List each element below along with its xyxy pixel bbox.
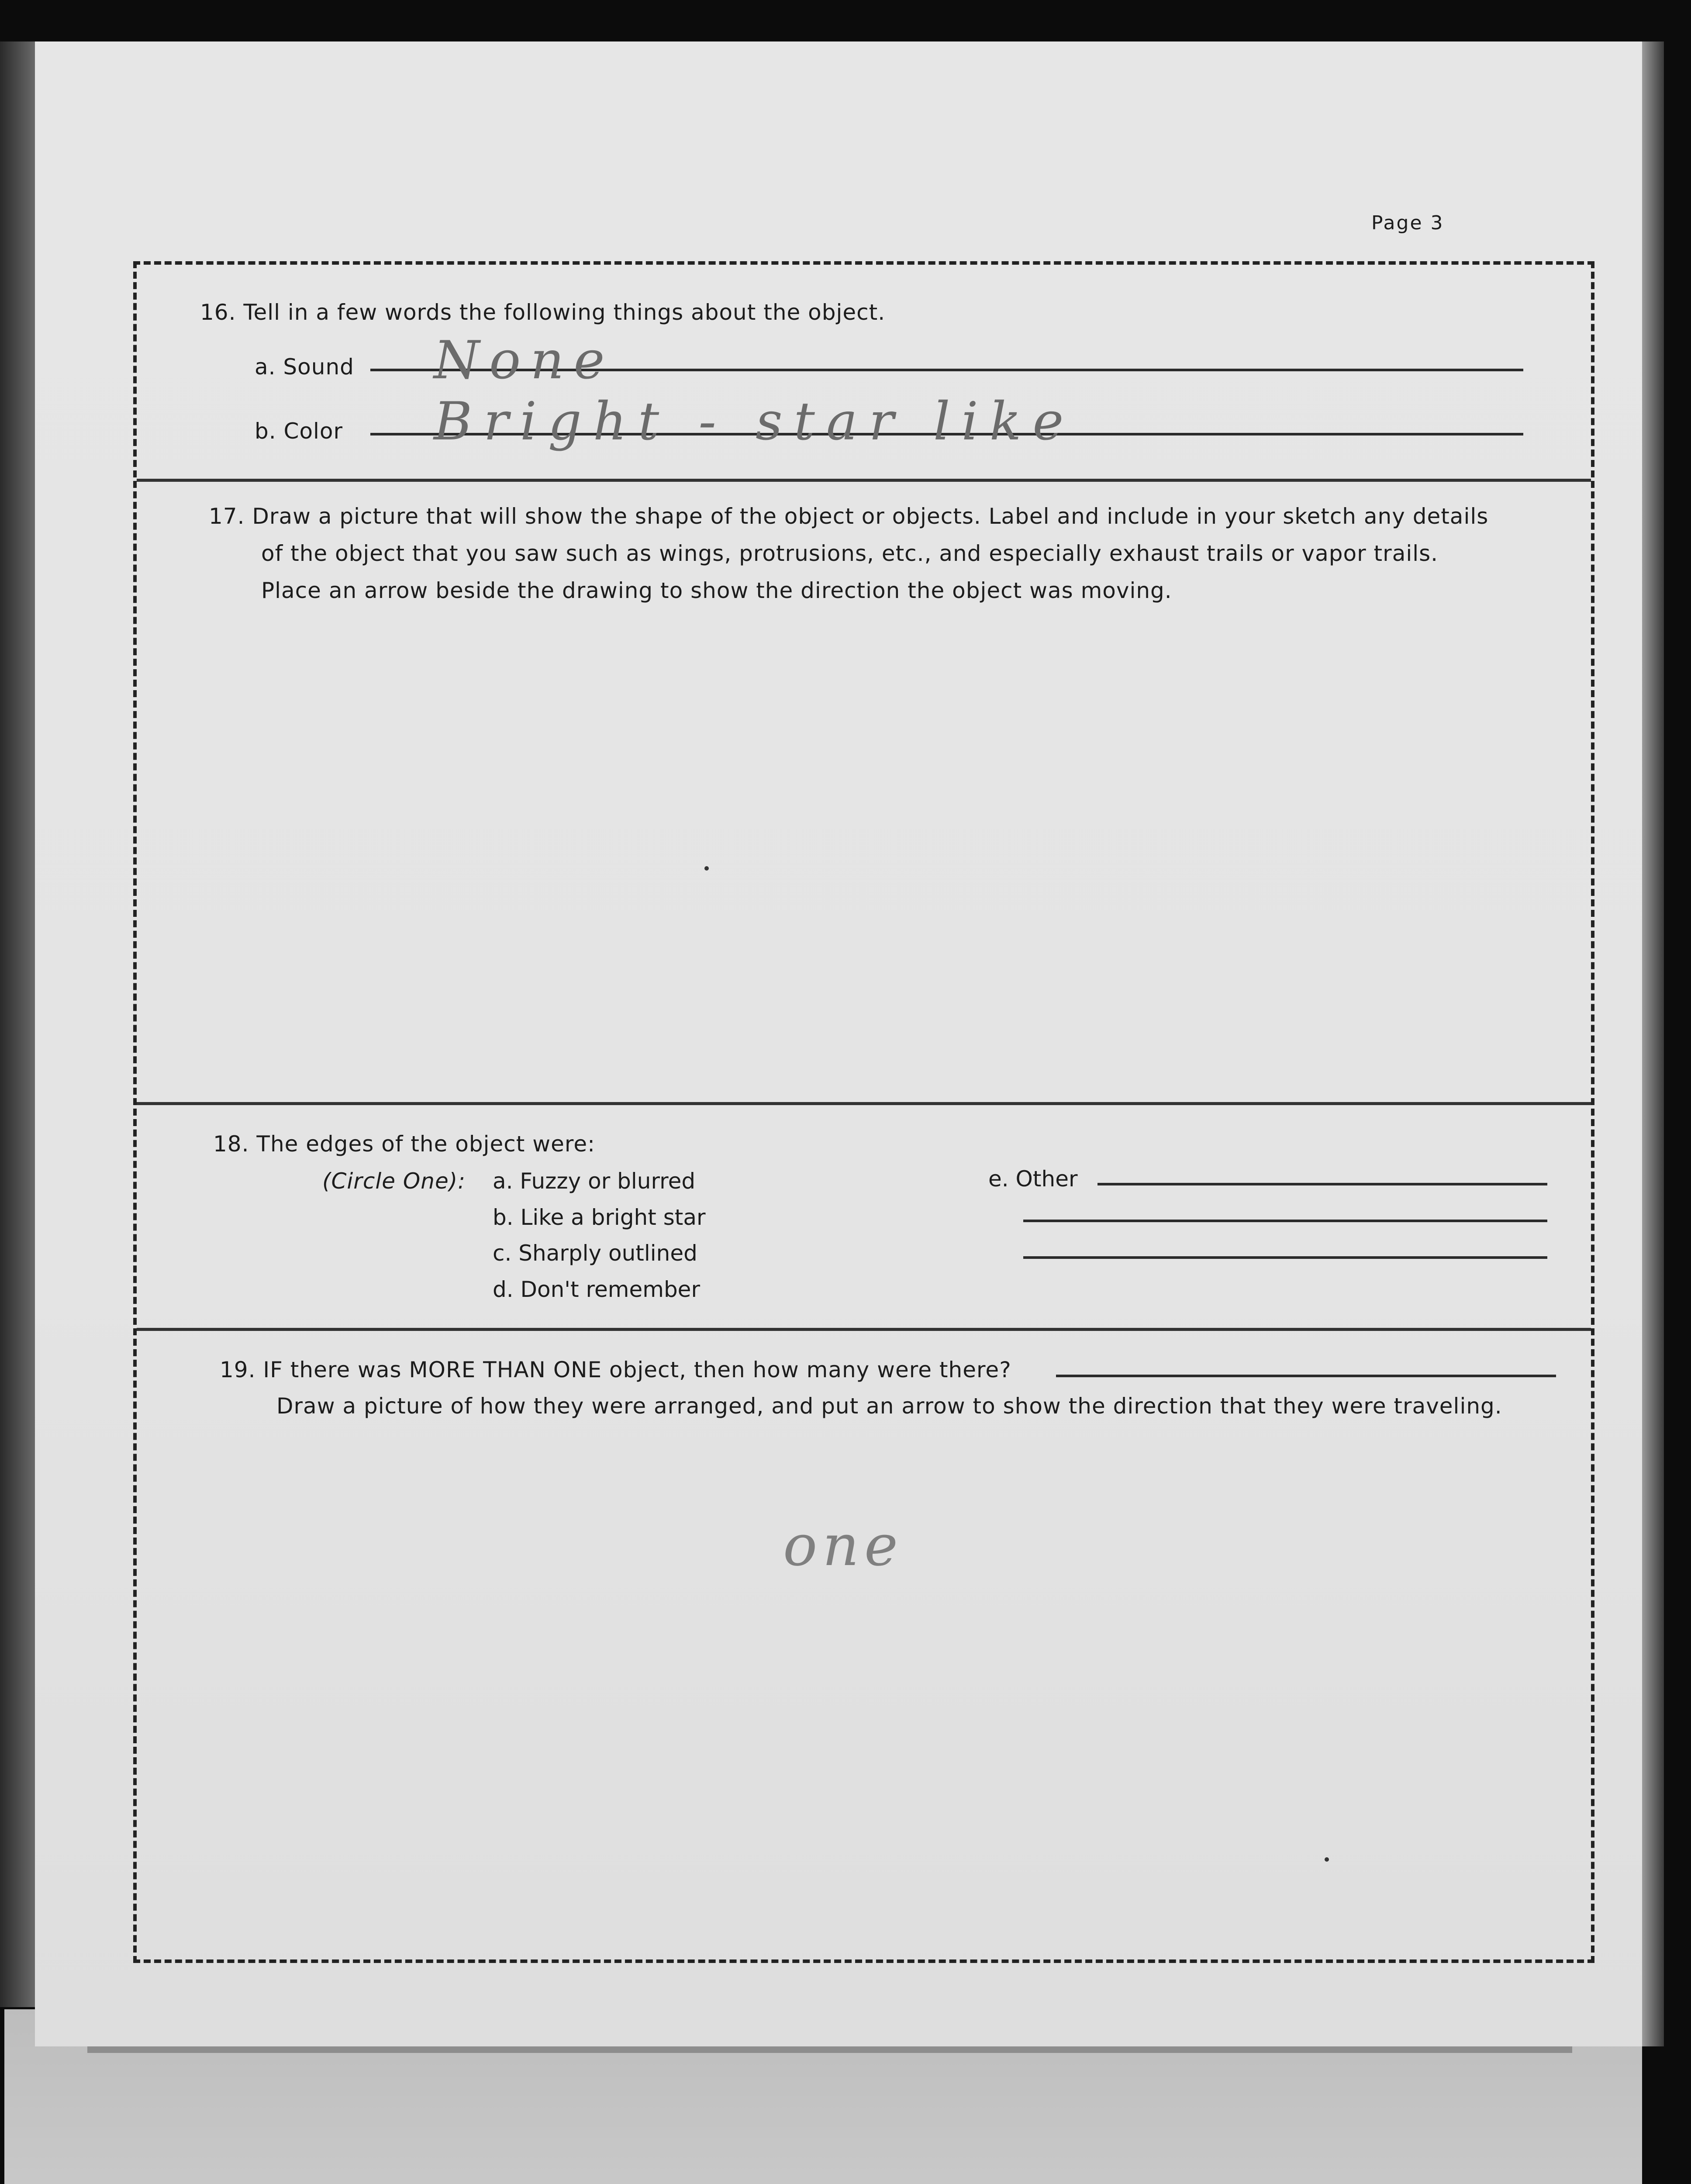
question-18-section	[137, 1105, 1591, 1331]
left-edge-shadow	[0, 41, 35, 2007]
other-answer-line-1	[1097, 1183, 1547, 1185]
edge-option-b[interactable]: b. Like a bright star	[493, 1205, 706, 1230]
count-answer[interactable]: one	[783, 1512, 903, 1579]
edge-option-d[interactable]: d. Don't remember	[493, 1277, 700, 1302]
edge-option-a[interactable]: a. Fuzzy or blurred	[493, 1168, 696, 1194]
edge-option-e-other[interactable]: e. Other	[988, 1166, 1078, 1192]
sound-label: a. Sound	[255, 354, 354, 380]
question-17-section	[137, 482, 1591, 1105]
edge-option-c[interactable]: c. Sharply outlined	[493, 1241, 697, 1266]
question-17-prompt-line2: of the object that you saw such as wings, protrusions, etc., and especially exhaust trails or vapor trails.	[261, 541, 1439, 566]
sound-answer[interactable]: None	[434, 330, 614, 391]
page-number: Page 3	[1371, 212, 1444, 234]
page-right-edge	[1642, 41, 1664, 2046]
questionnaire-form	[133, 261, 1594, 1963]
question-16-prompt: 16. Tell in a few words the following things about the object.	[200, 300, 886, 325]
other-answer-line-2	[1023, 1220, 1547, 1222]
question-19-prompt-line1: 19. IF there was MORE THAN ONE object, then how many were there?	[220, 1357, 1011, 1382]
circle-one-instruction: (Circle One):	[322, 1168, 466, 1194]
question-16-section	[137, 265, 1591, 482]
color-label: b. Color	[255, 418, 343, 444]
question-19-section	[137, 1331, 1591, 1959]
question-18-prompt: 18. The edges of the object were:	[213, 1131, 595, 1157]
count-answer-line	[1056, 1375, 1556, 1377]
dust-speck	[1325, 1857, 1329, 1862]
other-answer-line-3	[1023, 1256, 1547, 1259]
dust-speck	[704, 866, 709, 871]
color-answer[interactable]: Bright - star like	[434, 391, 1075, 452]
question-19-prompt-line2: Draw a picture of how they were arranged, and put an arrow to show the direction that they were traveling.	[276, 1393, 1502, 1419]
question-17-prompt-line3: Place an arrow beside the drawing to show the direction the object was moving.	[261, 578, 1172, 603]
question-17-prompt-line1: 17. Draw a picture that will show the shape of the object or objects. Label and include in your sketch any details	[209, 504, 1489, 529]
